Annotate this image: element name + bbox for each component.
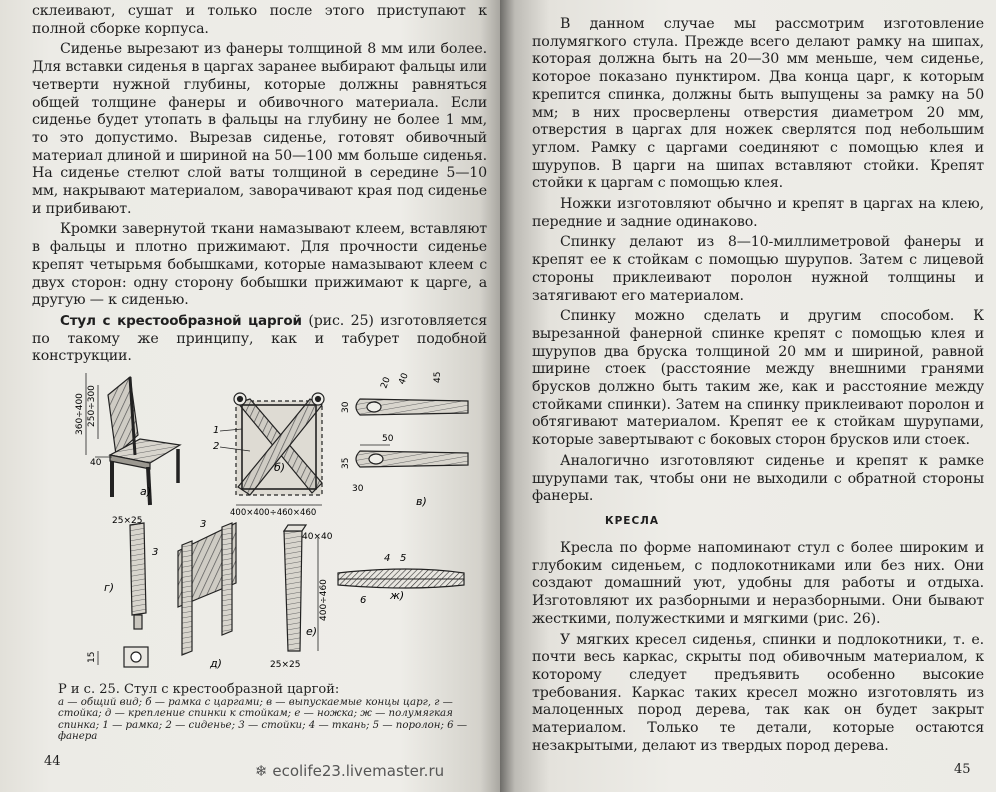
dim-label: 40 — [90, 458, 102, 468]
dim-label: 30 — [341, 401, 351, 413]
part-number: 5 — [400, 553, 407, 564]
dim-label: 40 — [397, 371, 411, 387]
section-heading: Стул с крестообразной царгой — [60, 312, 302, 329]
page-number-left: 44 — [44, 754, 61, 769]
left-text — [32, 3, 487, 366]
dim-label: 360÷400 — [75, 393, 85, 435]
dim-label: 25×25 — [270, 660, 301, 670]
dim-label: 15 — [87, 651, 97, 663]
figure-25 — [60, 355, 480, 680]
frame-view-b — [234, 393, 324, 495]
paragraph: Ножки изготовляют обычно и крепят в царгах на клею, передние и задние одинаково. — [532, 196, 984, 230]
part-number: 4 — [384, 553, 391, 564]
snowflake-icon: ❄ — [255, 762, 268, 780]
figure-label: ж) — [390, 589, 405, 602]
part-number: 3 — [200, 519, 207, 530]
paragraph: Спинку делают из 8—10-миллиметровой фанеры и крепят ее к стойкам с помощью шурупов. Затем с лицевой стороны приклеивают поролон нужной толщины и затягивают его материалом. — [532, 234, 984, 304]
part-number: 6 — [360, 595, 367, 606]
rail-ends-view-v — [356, 399, 468, 467]
back-section-view-zh — [338, 569, 464, 588]
dim-label: 30 — [352, 484, 364, 494]
figure-label: г) — [104, 581, 115, 594]
paragraph: Сиденье вырезают из фанеры толщиной 8 мм или более. Для вставки сиденья в царгах заранее выбирают фальцы или четверти нужной глубины, которые должны равняться общей толщине фанеры и обивочного материала. Если сиденье будет утопать в фальцы на глубину не более 1 мм, то это допустимо. Вырезав сиденье, готовят обивочный материал длиной и шириной на 50—100 мм больше сиденья. На сиденье стелют слой ваты толщиной в середине 5—10 мм, накрывают материалом, заворачивают края под сиденье и прибивают. — [32, 41, 487, 217]
figure-label: а) — [140, 485, 152, 498]
dim-label: 20 — [379, 375, 393, 391]
paragraph: У мягких кресел сиденья, спинки и подлокотники, т. е. почти весь каркас, скрыты под обивочным материалом, к которому следует предъявить особенно высокие требования. Каркас таких кресел можно изготовлять из малоценных пород дерева, так как он будет закрыт материалом. Только те детали, которые остаются незакрытыми, делают из твердых пород дерева. — [532, 631, 984, 754]
part-number: 2 — [213, 441, 220, 452]
caption-title: Р и с. 25. Стул с крестообразной царгой: — [58, 682, 340, 697]
figure-25-drawing — [60, 355, 480, 680]
dim-label: 50 — [382, 434, 394, 444]
section-title: КРЕСЛА — [605, 515, 660, 527]
part-number: 1 — [213, 425, 220, 436]
dim-label: 250÷300 — [87, 385, 97, 427]
paragraph: В данном случае мы рассмотрим изготовление полумягкого стула. Прежде всего делают рамку на шипах, которая должна быть на 20—30 мм меньше, чем сиденье, которое показано пунктиром. Два конца царг, к которым крепится спинка, должны быть выпущены за рамку на 50 мм; в них просверлены отверстия диаметром 20 мм, отверстия в царгах для ножек сверлятся под небольшим углом. Рамку с царгами соединяют с помощью клея и шурупов. В царги на шипах вставляют стойки. Крепят стойки к царгам с помощью клея. — [532, 16, 984, 192]
post-view-g — [130, 523, 146, 629]
right-text-2 — [532, 540, 984, 755]
dim-label: 25×25 — [112, 516, 143, 526]
dim-label: 45 — [433, 371, 443, 383]
watermark — [255, 762, 444, 780]
dim-label: 40×40 — [302, 532, 333, 542]
figure-caption — [58, 684, 488, 743]
paragraph: Кресла по форме напоминают стул с более широким и глубоким сиденьем, с подлокотниками или без них. Они создают домашний уют, удобны для работы и отдыха. Изготовляют их разборными и неразборными. Они бывают жесткими, полужесткими и мягкими (рис. 26). — [532, 540, 984, 627]
figure-label: в) — [416, 495, 427, 508]
paragraph-rest: (рис. 25) изготовляется по такому же принципу, как и табурет подобной конструкции. — [32, 312, 487, 365]
paragraph: Кромки завернутой ткани намазывают клеем, вставляют в фальцы и плотно прижимают. Для прочности сиденье крепят четырьмя бобышками, которые намазывают клеем с двух сторон: одну сторону бобышки прижимают к царге, а другую — к сиденью. — [32, 221, 487, 309]
post-hole — [131, 652, 141, 662]
figure-label: б) — [274, 461, 286, 474]
watermark-text: ecolife23.livemaster.ru — [272, 762, 445, 780]
leg-view-e — [284, 525, 306, 651]
caption-body: а — общий вид; б — рамка с царгами; в — выпускаемые концы царг, г — стойка; д — крепление спинки к стойкам; е — ножка; ж — полумягкая спинка; 1 — рамка; 2 — сиденье; 3 — стойки; 4 — ткань; 5 — поролон; 6 — фанера — [58, 696, 468, 743]
part-number: 3 — [152, 547, 159, 558]
figure-label: д) — [210, 657, 222, 670]
dim-label: 400÷460 — [319, 579, 329, 621]
paragraph: Аналогично изготовляют сиденье и крепят к рамке шурупами так, чтобы они не выходили с обратной стороны фанеры. — [532, 452, 984, 505]
paragraph: склеивают, сушат и только после этого приступают к полной сборке корпуса. — [32, 3, 487, 37]
dim-label: 35 — [341, 457, 351, 469]
back-attach-view-d — [178, 523, 236, 655]
right-page — [500, 0, 996, 792]
page-number-right: 45 — [954, 762, 971, 777]
paragraph: Спинку можно сделать и другим способом. К вырезанной фанерной спинке крепят с помощью клея и шурупов два бруска толщиной 20 мм и шириной, равной ширине стоек (расстояние между внешними гранями брусков должно быть таким же, как и расстояние между стойками спинки). Затем на спинку приклеивают поролон и обтягивают материалом. Крепят ее к стойкам шурупами, которые завертывают с боковых сторон брусков или стоек. — [532, 308, 984, 449]
figure-label: е) — [306, 625, 318, 638]
right-text — [532, 16, 984, 506]
dim-label: 400×400÷460×460 — [230, 508, 317, 518]
